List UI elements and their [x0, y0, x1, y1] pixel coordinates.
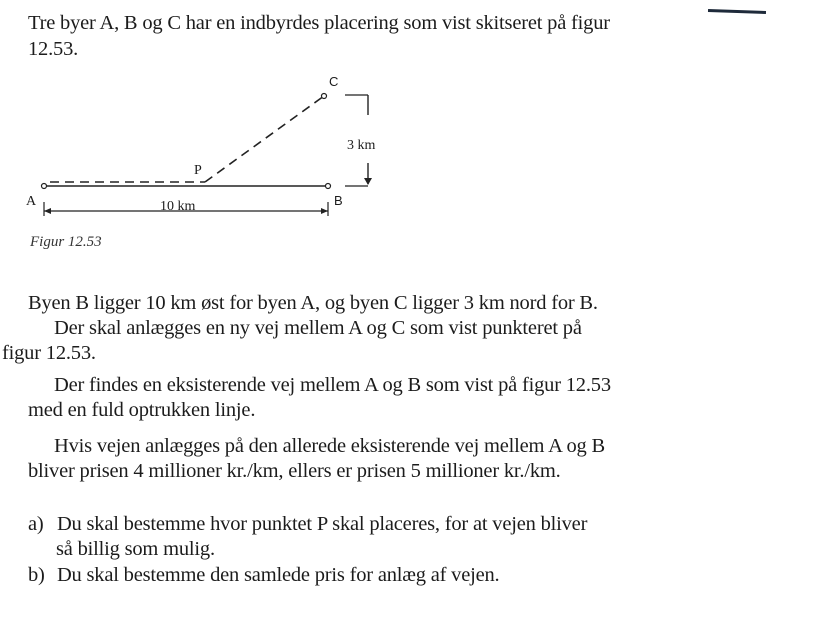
paragraph-4-line-1: Hvis vejen anlægges på den allerede eksisterende vej mellem A og B [54, 435, 605, 457]
paragraph-2 [2, 316, 718, 366]
intro-line-2: 12.53. [28, 38, 79, 60]
paragraph-2-line-1: Der skal anlægges en ny vej mellem A og C som vist punkteret på [54, 317, 582, 339]
paragraph-3-line-2: med en fuld optrukken linje. [28, 399, 256, 421]
figure-caption: Figur 12.53 [30, 234, 102, 250]
paragraph-2-line-2: figur 12.53. [2, 342, 96, 364]
question-a-label: a) [28, 513, 44, 535]
question-a [28, 512, 718, 562]
question-a-line-1: Du skal bestemme hvor punktet P skal placeres, for at vejen bliver [56, 513, 588, 535]
label-10km: 10 km [160, 199, 196, 214]
figure-diagram [0, 60, 420, 255]
label-3km: 3 km [347, 138, 376, 153]
paragraph-3-line-1: Der findes en eksisterende vej mellem A og B som vist på figur 12.53 [54, 374, 611, 396]
label-c: C [329, 74, 339, 89]
paragraph-4-line-2: bliver prisen 4 millioner kr./km, ellers er prisen 5 millioner kr./km. [28, 460, 561, 482]
label-p: P [194, 163, 202, 178]
question-b [28, 563, 718, 588]
intro-text [28, 10, 728, 62]
figure-12-53 [0, 60, 420, 255]
point-a [42, 184, 47, 189]
intro-line-1: Tre byer A, B og C har en indbyrdes placering som vist skitseret på figur [28, 12, 610, 34]
label-a: A [26, 194, 37, 209]
dashed-road-p-c [205, 96, 324, 182]
dim-arrow-down [364, 178, 372, 185]
paragraph-3 [28, 373, 718, 423]
point-b [326, 184, 331, 189]
question-a-line-2: så billig som mulig. [56, 538, 215, 560]
question-b-line-1: Du skal bestemme den samlede pris for anlæg af vejen. [56, 564, 500, 586]
paragraph-4 [28, 434, 718, 484]
question-b-label: b) [28, 564, 45, 586]
point-c [322, 94, 327, 99]
dim-arrow-left [44, 208, 51, 214]
paragraph-1: Byen B ligger 10 km øst for byen A, og byen C ligger 3 km nord for B. [28, 292, 598, 314]
dim-arrow-right [321, 208, 328, 214]
label-b: B [334, 193, 343, 208]
